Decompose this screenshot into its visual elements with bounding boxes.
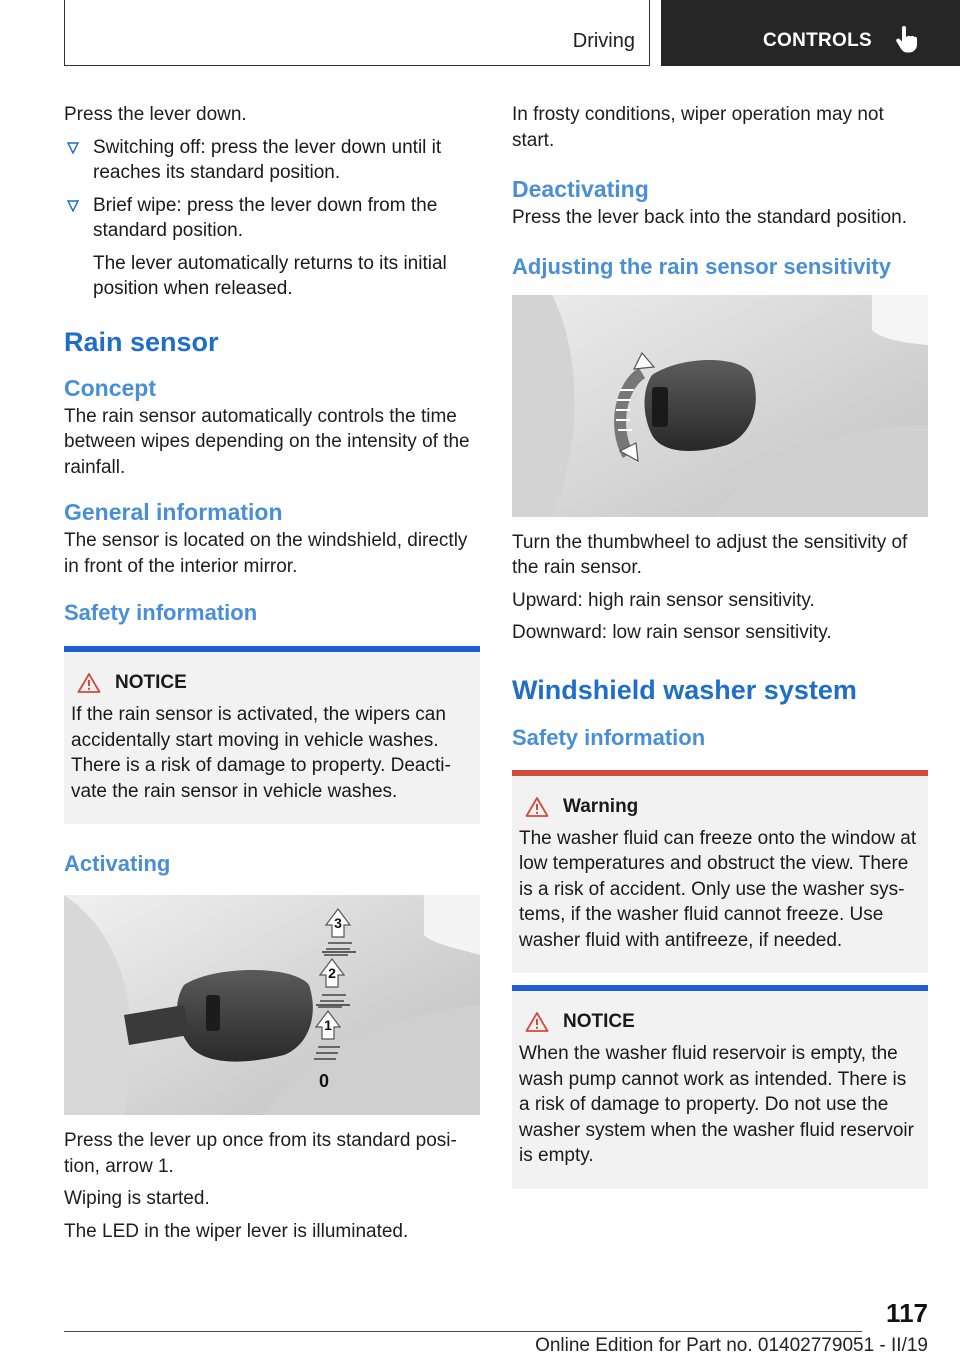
concept-text: The rain sensor automatically controls the time between wipes depending on the intensity of the rainfall. [64, 405, 470, 478]
notice-box [64, 646, 480, 824]
list-item-continuation: The lever automatically returns to its initial position when released. [93, 252, 447, 299]
bullet-list [64, 135, 480, 302]
notice-heading [519, 1011, 920, 1033]
figure-caption-1: Press the lever up once from its standard position, arrow 1. [64, 1130, 457, 1177]
thumbwheel-caption-3: Downward: low rain sensor sensitivity. [512, 622, 832, 643]
footer-edition: Online Edition for Part no. 01402779051 - II/19 [535, 1335, 928, 1356]
thumbwheel-figure [512, 295, 928, 517]
subsection-title-safety: Safety information [64, 600, 258, 625]
header-chapter-tab [661, 0, 960, 66]
warning-title: Warning [563, 795, 639, 817]
hand-pointer-icon [893, 26, 919, 54]
wiper-lever-illustration [64, 895, 480, 1115]
left-column [64, 102, 480, 1244]
warning-text: The washer fluid can freeze onto the window at low temperatures and obstruct the view. There is a risk of accident. Only use the washer systems, if the washer fluid cannot freeze. Use washer fluid with antifreeze, if needed. [519, 827, 917, 951]
section-title-rain-sensor: Rain sensor [64, 326, 219, 357]
thumbwheel-illustration [512, 295, 928, 517]
list-item-text: Switching off: press the lever down until it reaches its standard position. [93, 136, 442, 183]
subsection-title-activating: Activating [64, 851, 171, 876]
header-section-box [64, 0, 650, 66]
figure-label-3: 3 [334, 915, 342, 931]
list-item-text: Brief wipe: press the lever down from the standard position. [93, 194, 438, 241]
header-chapter-title: CONTROLS [763, 30, 873, 51]
warning-box [512, 770, 928, 974]
triangle-bullet-icon [67, 200, 79, 212]
subsection-title-general: General information [64, 499, 283, 525]
subsection-title-concept: Concept [64, 374, 156, 401]
figure-label-2: 2 [328, 965, 336, 981]
warning-triangle-icon [525, 796, 549, 818]
warning-triangle-icon [525, 1011, 549, 1033]
list-item [64, 135, 480, 186]
subsection-title-adjusting: Adjusting the rain sensor sensitivity [512, 253, 891, 279]
warning-triangle-icon [77, 672, 101, 694]
triangle-bullet-icon [67, 142, 79, 154]
right-column [512, 102, 928, 1189]
warning-heading [519, 796, 920, 818]
notice-title: NOTICE [115, 672, 187, 693]
intro-text: Press the lever down. [64, 104, 247, 125]
notice-title: NOTICE [563, 1011, 635, 1032]
thumbwheel-caption-1: Turn the thumbwheel to adjust the sensitivity of the rain sensor. [512, 531, 908, 578]
footer-divider [64, 1331, 862, 1332]
subsection-title-washer-safety: Safety information [512, 724, 706, 750]
notice-box-washer [512, 985, 928, 1189]
notice-heading [71, 672, 472, 694]
subsection-title-deactivating: Deactivating [512, 176, 649, 202]
list-item [64, 193, 480, 302]
figure-caption-3: The LED in the wiper lever is illuminated. [64, 1220, 409, 1242]
figure-caption-2: Wiping is started. [64, 1188, 210, 1209]
notice-text: When the washer fluid reservoir is empty, the wash pump cannot work as intended. There is a risk of damage to property. Do not use the washer system when the washer fluid reservoir is empty. [519, 1043, 914, 1166]
frosty-text: In frosty conditions, wiper operation may not start. [512, 104, 884, 151]
general-text: The sensor is located on the windshield, directly in front of the interior mirror. [64, 530, 468, 577]
notice-text: If the rain sensor is activated, the wipers can accidentally start moving in vehicle washes. There is a risk of damage to property. Deactivate the rain sensor in vehicle washes. [71, 704, 451, 802]
header-section-title: Driving [572, 30, 635, 52]
figure-label-1: 1 [324, 1017, 332, 1033]
figure-label-0: 0 [318, 1071, 330, 1091]
thumbwheel-caption-2: Upward: high rain sensor sensitivity. [512, 589, 815, 611]
page-number: 117 [886, 1298, 928, 1328]
deactivating-text: Press the lever back into the standard position. [512, 207, 908, 228]
wiper-lever-figure [64, 895, 480, 1115]
section-title-washer: Windshield washer system [512, 674, 857, 705]
